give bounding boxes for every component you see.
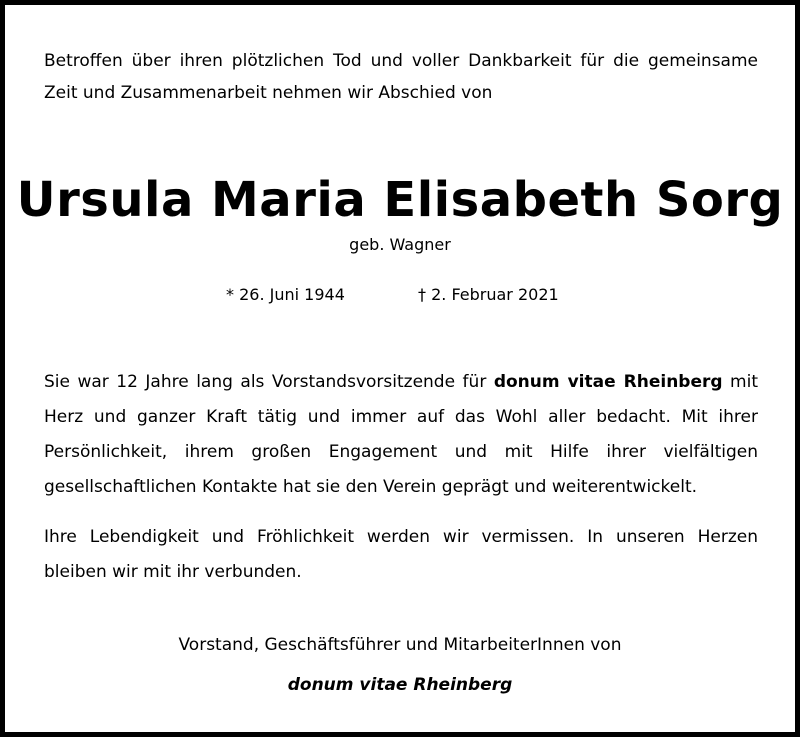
deceased-name: Ursula Maria Elisabeth Sorg xyxy=(16,172,784,228)
tribute-text-start: Sie war 12 Jahre lang als Vorstandsvorsitzende für xyxy=(44,372,494,392)
tribute-text-end: mit Herz und ganzer Kraft tätig und immer auf das Wohl aller bedacht. Mit ihrer Persönlichkeit, ihrem großen Engagement und mit Hilfe ihrer vielfältigen gesellschaftlichen Kontakte hat sie den Verein geprägt und weiterentwickelt. xyxy=(44,372,759,497)
life-dates xyxy=(0,283,800,307)
organization-name: donum vitae Rheinberg xyxy=(493,372,723,392)
signoff-line: Vorstand, Geschäftsführer und MitarbeiterInnen von xyxy=(178,635,622,655)
death-date: † 2. Februar 2021 xyxy=(418,285,559,304)
maiden-name: geb. Wagner xyxy=(349,235,451,254)
intro-text: Betroffen über ihren plötzlichen Tod und voller Dankbarkeit für die gemeinsame Zeit und Zusammenarbeit nehmen wir Abschied von xyxy=(44,51,758,103)
remembrance-paragraph: Ihre Lebendigkeit und Fröhlichkeit werden wir vermissen. In unseren Herzen bleiben wir mit ihr verbunden. xyxy=(44,527,758,582)
signoff-organization: donum vitae Rheinberg xyxy=(287,675,513,695)
birth-date: * 26. Juni 1944 xyxy=(226,285,345,304)
tribute-paragraph xyxy=(44,365,758,505)
